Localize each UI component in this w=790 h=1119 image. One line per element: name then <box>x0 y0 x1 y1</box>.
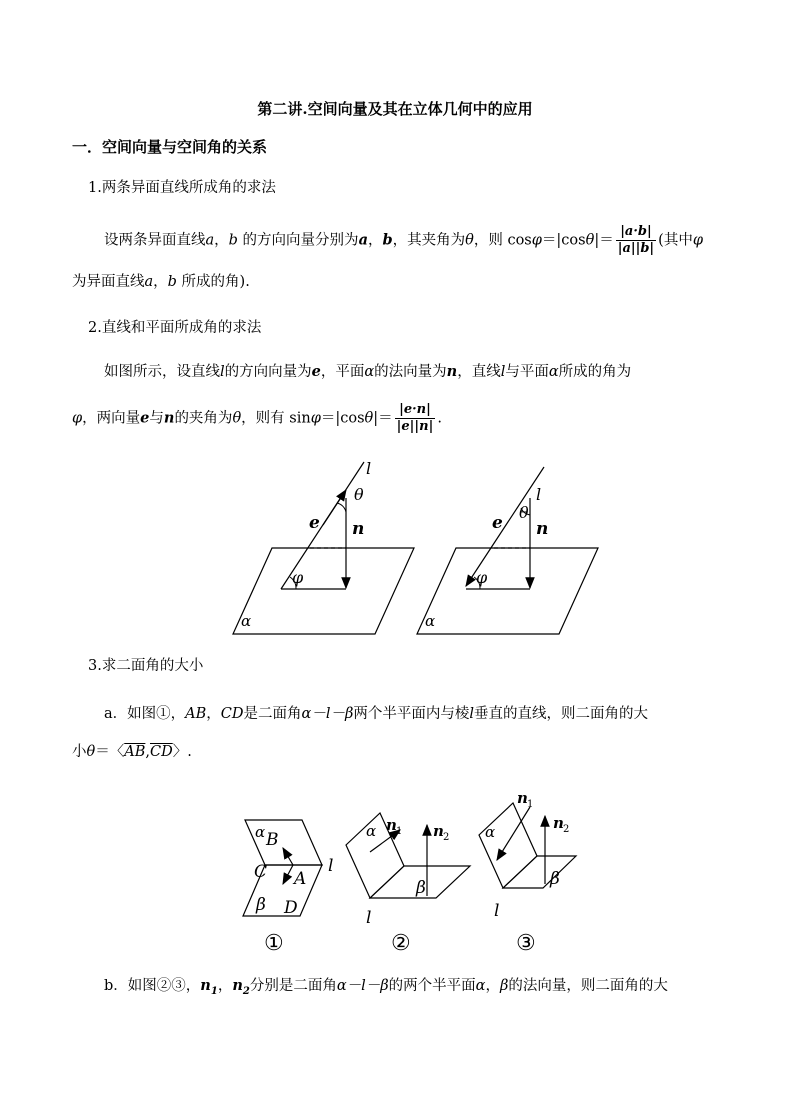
fraction-cos: $\frac{|a\cdot b|}{|a||b|}$ <box>617 224 655 256</box>
svg-text:α: α <box>485 823 496 841</box>
plane-right <box>417 548 598 634</box>
subheading-1: 1.两条异面直线所成角的求法 <box>88 180 276 196</box>
dihedral-figure-1 <box>243 820 333 955</box>
subheading-3: 3.求二面角的大小 <box>88 658 204 674</box>
figure-line-plane <box>0 440 790 640</box>
label-l-right: l <box>536 485 542 504</box>
vector-cd: $\overline{CD}$ <box>149 744 173 760</box>
label-n-left: n <box>352 519 365 539</box>
svg-text:l: l <box>494 901 500 921</box>
svg-text:l: l <box>328 856 334 876</box>
dihedral-figure-2 <box>346 813 470 955</box>
fraction-sin: $\frac{|e\cdot n|}{|e||n|}$ <box>396 402 434 434</box>
label-theta-left: θ <box>354 485 364 504</box>
svg-text:n: n <box>386 816 397 834</box>
svg-text:1: 1 <box>527 799 534 810</box>
svg-text:2: 2 <box>563 824 570 835</box>
page-title: 第二讲.空间向量及其在立体几何中的应用 <box>257 100 533 118</box>
svg-text:D: D <box>284 898 298 918</box>
svg-text:α: α <box>366 822 377 840</box>
figure-dihedral <box>0 780 790 955</box>
svg-text:n: n <box>433 822 444 840</box>
vector-e-left <box>323 490 346 525</box>
label-e-left: e <box>309 513 320 533</box>
label-n-right: n <box>536 519 549 539</box>
paragraph-dihedral-b: b．如图②③，$n_1$，$n_2$分别是二面角α－l－β的两个半平面α，β的法向量，则二面角的大 <box>104 977 668 997</box>
label-l-left: l <box>366 459 372 478</box>
diagram-right <box>417 467 598 634</box>
paragraph-dihedral-a-cont: 小θ＝〈$\overline{AB},\overline{CD}$〉. <box>72 744 192 760</box>
svg-text:n: n <box>517 789 528 807</box>
svg-text:2: 2 <box>443 832 450 843</box>
label-theta-right: θ <box>519 503 529 522</box>
svg-text:β: β <box>416 878 426 898</box>
label-alpha-right: α <box>425 612 436 630</box>
subheading-2: 2.直线和平面所成角的求法 <box>88 320 262 336</box>
diagram-left <box>233 459 414 634</box>
svg-text:C: C <box>254 862 268 882</box>
angle-theta-left <box>337 503 346 512</box>
label-e-right: e <box>492 513 503 533</box>
figure-label-3: ③ <box>516 931 536 955</box>
section-heading-1: 一．空间向量与空间角的关系 <box>72 138 268 156</box>
paragraph-line-plane: 如图所示，设直线l的方向向量为e，平面α的法向量为n，直线l与平面α所成的角为 <box>104 363 632 380</box>
paragraph-skew-lines-cont: 为异面直线a，b 所成的角). <box>72 274 250 290</box>
svg-text:A: A <box>294 869 307 889</box>
svg-text:B: B <box>266 830 279 850</box>
dihedral-figure-3 <box>479 789 576 955</box>
vector-ab: $\overline{AB}$ <box>124 744 146 760</box>
paragraph-skew-lines: 设两条异面直线a，b 的方向向量分别为a，b，其夹角为θ，则 cosφ＝|cosθ|＝ $\frac{|a\cdot b|}{|a||b|}$ (其中φ <box>104 224 703 256</box>
label-phi-right: φ <box>476 568 488 587</box>
label-alpha-left: α <box>241 612 252 630</box>
svg-text:α: α <box>255 823 266 841</box>
svg-text:l: l <box>366 908 372 928</box>
figure-label-2: ② <box>391 931 411 955</box>
svg-text:β: β <box>550 869 560 889</box>
figure-label-1: ① <box>264 931 284 955</box>
paragraph-dihedral-a: a．如图①，AB，CD是二面角α－l－β两个半平面内与棱l垂直的直线，则二面角的大 <box>104 706 648 722</box>
paragraph-line-plane-cont: φ，两向量e与n的夹角为θ，则有 sinφ＝|cosθ|＝ $\frac{|e\cdot n|}{|e||n|}$ . <box>72 402 442 434</box>
svg-text:1: 1 <box>396 826 403 837</box>
label-phi-left: φ <box>292 568 304 587</box>
plane-left <box>233 548 414 634</box>
svg-text:n: n <box>553 814 564 832</box>
svg-text:β: β <box>256 895 266 915</box>
